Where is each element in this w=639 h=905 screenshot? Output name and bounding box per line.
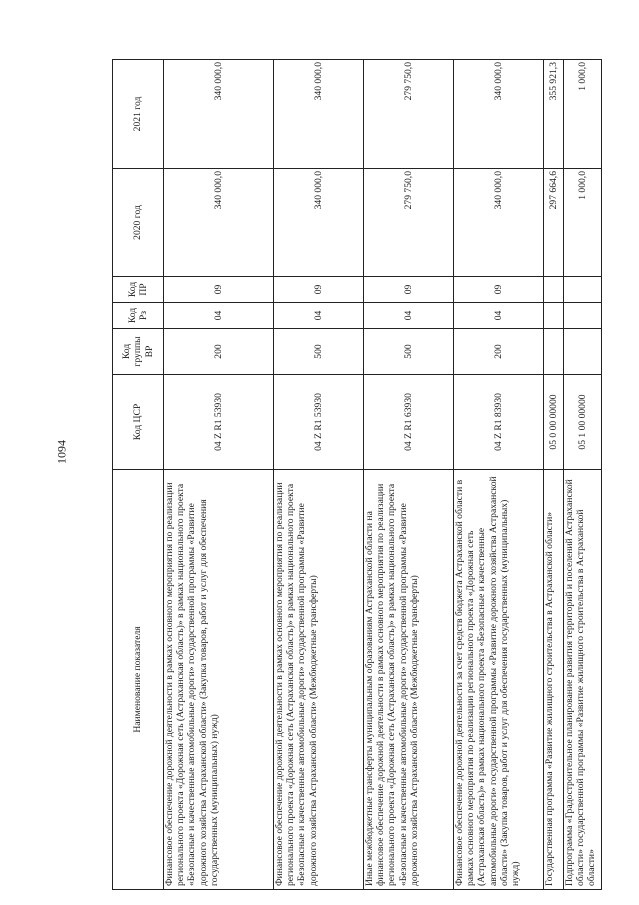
cell-csr: 04 Z R1 53930 (274, 375, 364, 470)
page-number: 1094 (54, 440, 69, 464)
cell-rz (564, 303, 602, 329)
header-pr: Код ПР (113, 277, 164, 303)
cell-rz (544, 303, 564, 329)
cell-name: Государственная программа «Развитие жилищного строительства в Астраханской области» (544, 470, 564, 890)
cell-csr: 05 0 00 00000 (544, 375, 564, 470)
cell-2021: 340 000,0 (164, 60, 274, 169)
cell-vr: 200 (454, 329, 544, 375)
table-row (164, 60, 274, 890)
cell-2021: 279 750,0 (364, 60, 454, 169)
cell-rz: 04 (364, 303, 454, 329)
header-rz: Код Рз (113, 303, 164, 329)
cell-rz: 04 (454, 303, 544, 329)
cell-name: Финансовое обеспечение дорожной деятельности в рамках основного мероприятия по реализации регионального проекта «Дорожная сеть (Астраханская область)» в рамках национального проекта «Безопасные и качественные автомобильные дороги» государственной программы «Развитие дорожного хозяйства Астраханской области» (Межбюджетные трансферты) (274, 470, 364, 890)
header-2021: 2021 год (113, 60, 164, 169)
cell-csr: 04 Z R1 83930 (454, 375, 544, 470)
cell-pr (544, 277, 564, 303)
cell-name: Финансовое обеспечение дорожной деятельности в рамках основного мероприятия по реализации регионального проекта «Дорожная сеть (Астраханская область)» в рамках национального проекта «Безопасные и качественные автомобильные дороги» государственной программы «Развитие дорожного хозяйства Астраханской области» (Закупка товаров, работ и услуг для обеспечения государственных (муниципальных) нужд) (164, 470, 274, 890)
cell-2020: 340 000,0 (274, 169, 364, 277)
table-header-row (113, 60, 164, 890)
cell-pr: 09 (274, 277, 364, 303)
header-2020: 2020 год (113, 169, 164, 277)
table-row (274, 60, 364, 890)
cell-2021: 340 000,0 (274, 60, 364, 169)
budget-table-rotated (112, 60, 598, 890)
cell-vr: 200 (164, 329, 274, 375)
cell-vr (544, 329, 564, 375)
header-csr: Код ЦСР (113, 375, 164, 470)
cell-rz: 04 (274, 303, 364, 329)
cell-pr: 09 (454, 277, 544, 303)
table-row (564, 60, 602, 890)
cell-name: Финансовое обеспечение дорожной деятельности за счет средств бюджета Астраханской области в рамках основного мероприятия по реализации регионального проекта «Дорожная сеть (Астраханская область)» в рамках национального проекта «Безопасные и качественные автомобильные дороги» государственной программы «Развитие дорожного хозяйства Астраханской области» (Закупка товаров, работ и услуг для обеспечения государственных (муниципальных) нужд) (454, 470, 544, 890)
cell-2021: 1 000,0 (564, 60, 602, 169)
table-row (364, 60, 454, 890)
cell-2020: 297 664,6 (544, 169, 564, 277)
budget-table (112, 59, 602, 890)
table-row (454, 60, 544, 890)
cell-name: Подпрограмма «Градостроительное планирование развития территорий и поселений Астраханской области» государственной программы «Развитие жилищного строительства в Астраханской области» (564, 470, 602, 890)
cell-pr: 09 (164, 277, 274, 303)
cell-2020: 1 000,0 (564, 169, 602, 277)
cell-pr: 09 (364, 277, 454, 303)
cell-2020: 340 000,0 (164, 169, 274, 277)
cell-2020: 340 000,0 (454, 169, 544, 277)
cell-pr (564, 277, 602, 303)
cell-2021: 355 921,3 (544, 60, 564, 169)
cell-name: Иные межбюджетные трансферты муниципальным образованиям Астраханской области на финансовое обеспечение дорожной деятельности в рамках основного мероприятия по реализации регионального проекта «Дорожная сеть (Астраханская область)» в рамках национального проекта «Безопасные и качественные автомобильные дороги» государственной программы «Развитие дорожного хозяйства Астраханской области» (Межбюджетные трансферты) (364, 470, 454, 890)
header-name: Наименование показателя (113, 470, 164, 890)
cell-vr: 500 (274, 329, 364, 375)
table-row (544, 60, 564, 890)
cell-csr: 05 1 00 00000 (564, 375, 602, 470)
header-vr: Код группы ВР (113, 329, 164, 375)
cell-rz: 04 (164, 303, 274, 329)
cell-vr (564, 329, 602, 375)
cell-vr: 500 (364, 329, 454, 375)
cell-csr: 04 Z R1 53930 (164, 375, 274, 470)
cell-csr: 04 Z R1 63930 (364, 375, 454, 470)
cell-2020: 279 750,0 (364, 169, 454, 277)
cell-2021: 340 000,0 (454, 60, 544, 169)
